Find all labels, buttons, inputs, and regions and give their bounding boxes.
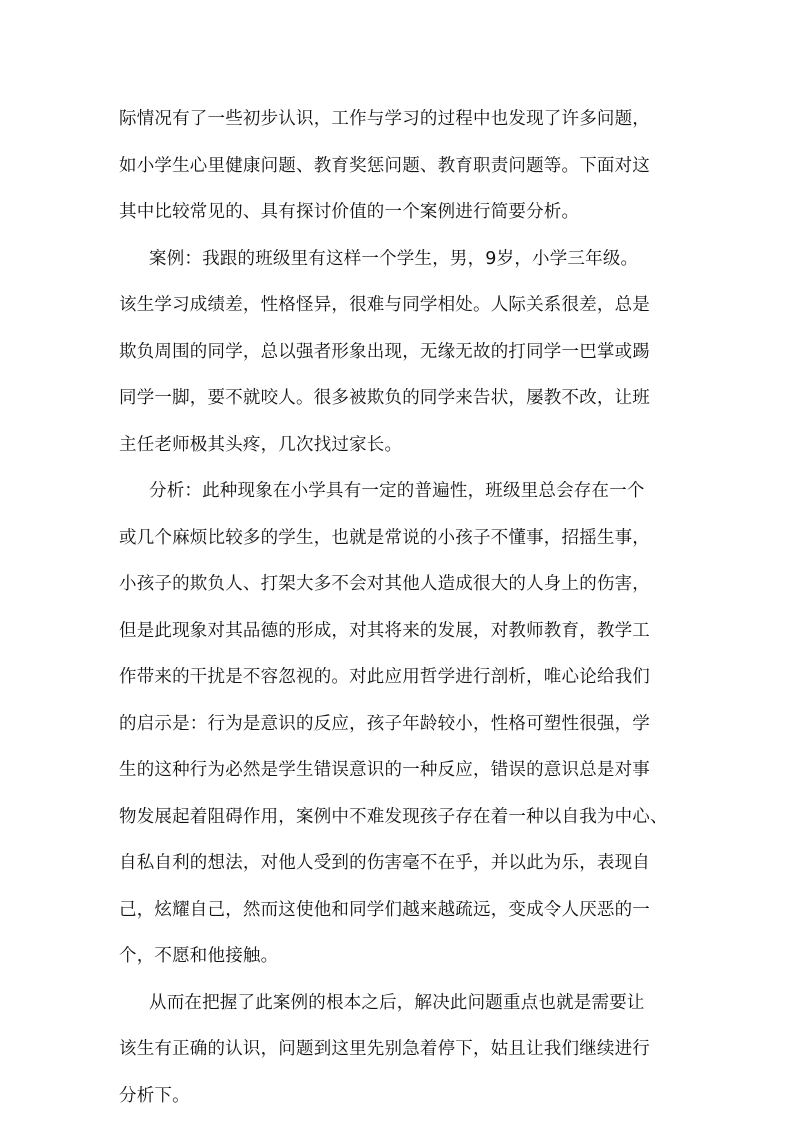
paragraph-intro-continuation <box>119 96 679 236</box>
text-line: 分析下。 <box>119 1085 190 1106</box>
text-line: 作带来的干扰是不容忽视的。对此应用哲学进行剖析，唯心论给我们 <box>119 667 650 687</box>
text-line: 小孩子的欺负人、打架大多不会对其他人造成很大的人身上的伤害， <box>119 574 650 594</box>
text-line: 物发展起着阻碍作用，案例中不难发现孩子存在着一种以自我为中心、 <box>119 806 668 827</box>
document-body <box>119 96 679 1119</box>
text-line: 欺负周围的同学，总以强者形象出现，无缘无故的打同学一巴掌或踢 <box>119 341 650 362</box>
text-line: 个，不愿和他接触。 <box>119 946 279 966</box>
text-line: 己，炫耀自己，然而这使他和同学们越来越疏远，变成令人厌恶的一 <box>119 899 650 920</box>
text-line: 该生学习成绩差，性格怪异，很难与同学相处。人际关系很差，总是 <box>119 295 650 315</box>
text-line: 的启示是：行为是意识的反应，孩子年龄较小，性格可塑性很强，学 <box>119 713 650 734</box>
paragraph-conclusion <box>119 980 679 1120</box>
text-line: 际情况有了一些初步认识，工作与学习的过程中也发现了许多问题， <box>119 109 650 129</box>
text-line: 主任老师极其头疼，几次找过家长。 <box>119 434 403 455</box>
text-line: 或几个麻烦比较多的学生，也就是常说的小孩子不懂事，招摇生事， <box>119 527 650 548</box>
text-line: 如小学生心里健康问题、教育奖惩问题、教育职责问题等。下面对这 <box>119 155 650 176</box>
text-line: 自私自利的想法，对他人受到的伤害毫不在乎，并以此为乐，表现自 <box>119 853 650 873</box>
text-line: 但是此现象对其品德的形成，对其将来的发展，对教师教育，教学工 <box>119 620 650 641</box>
text-line: 分析：此种现象在小学具有一定的普遍性，班级里总会存在一个 <box>149 481 645 501</box>
paragraph-case <box>119 236 679 469</box>
text-line: 同学一脚，要不就咬人。很多被欺负的同学来告状，屡教不改，让班 <box>119 388 650 408</box>
text-line: 其中比较常见的、具有探讨价值的一个案例进行简要分析。 <box>119 202 580 222</box>
paragraph-analysis <box>119 468 679 980</box>
text-line: 该生有正确的认识，问题到这里先别急着停下，姑且让我们继续进行 <box>119 1039 650 1059</box>
text-line: 案例：我跟的班级里有这样一个学生，男，9岁，小学三年级。 <box>149 248 639 269</box>
text-line: 生的这种行为必然是学生错误意识的一种反应，错误的意识总是对事 <box>119 760 650 780</box>
text-line: 从而在把握了此案例的根本之后，解决此问题重点也就是需要让 <box>149 992 645 1013</box>
